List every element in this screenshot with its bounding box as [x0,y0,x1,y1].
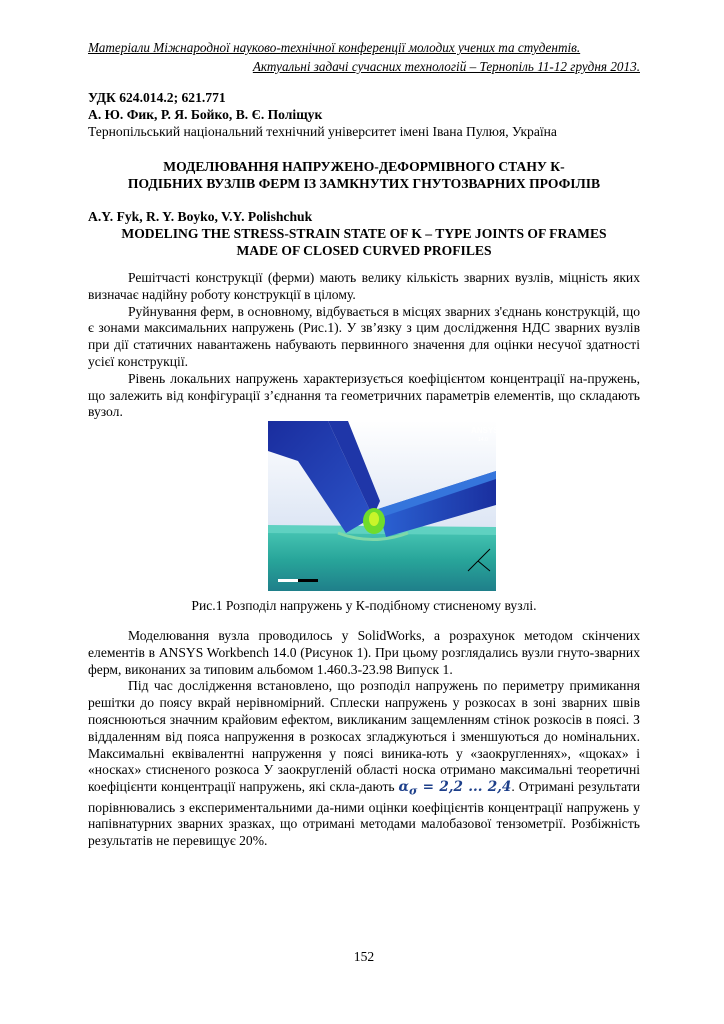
ansys-logo: ANSYS [471,426,496,435]
page-number: 152 [353,949,375,964]
conference-header-line1: Матеріали Міжнародної науково-технічної конференції молодих учених та студентів. [88,40,581,55]
paragraph: Решітчасті конструкції (ферми) мають велику кількість зварних вузлів, міцність яких визначає надійну роботу конструкції в цілому. [88,270,640,302]
title-ua-line1: МОДЕЛЮВАННЯ НАПРУЖЕНО-ДЕФОРМІВНОГО СТАНУ К- [163,159,565,174]
intro-paragraphs [88,270,640,421]
paragraph-with-formula: Під час дослідження встановлено, що розподіл напружень по периметру примикання решітки до поясу вкрай нерівномірний. Сплески напружень у розкосах в зоні зварних швів пояснюються значним крайовим ефектом, викликаним защемленням стінок розкосів в поясі. З віддаленням від пояса напруження в розкосах згладжуються і зменшуються до номінальних. Максимальні еквівалентні напруження у поясі виника-ють у «заокругленнях», «щоках» і «носках» стисненого розкоса У заокругленій області носка отримано максимальні теоретичні коефіцієнти концентрації напружень, які скла-дають $\alpha_\sigma = 2,2$ ... 2,4. Отримані результати порівнювались з експериментальними да-ними оцінки коефіцієнтів концентрації напружень у напівнатурних зварних зразках, що отримані методами малобазової тензометрії. Розбіжність результатів не перевищує 20%. [88,678,640,849]
title-ua-line2: ПОДІБНИХ ВУЗЛІВ ФЕРМ ІЗ ЗАМКНУТИХ ГНУТОЗВАРНИХ ПРОФІЛІВ [127,176,601,191]
paragraph: Моделювання вузла проводилось у SolidWorks, а розрахунок методом скінчених елементів в ANSYS Workbench 14.0 (Рисунок 1). При цьому розглядались вузли гнуто-зварних ферм, виконаних за типовим альбомом 1.460.3-23.98 Випуск 1. [88,628,640,677]
affiliation: Тернопільський національний технічний університет імені Івана Пулюя, Україна [88,124,557,139]
paragraph: Руйнування ферм, в основному, відбувається в місцях зварних з'єднань конструкцій, що є зонами максимальних напружень (Рис.1). У зв’язку з цим дослідження НДС зварних вузлів при дії статичних навантажень набувають первинного значення для оцінки несучої здатності усієї конструкції. [88,303,640,369]
conference-header-line2: Актуальні задачі сучасних технологій – Тернопіль 11-12 грудня 2013. [252,59,640,74]
title-en-line1: MODELING THE STRESS-STRAIN STATE OF K – TYPE JOINTS OF FRAMES [121,226,607,241]
ansys-stress-figure [268,421,496,591]
stress-concentration-formula: $\alpha_\sigma = 2,2$ ... 2,4 [398,779,512,798]
figure-caption: Рис.1 Розподіл напружень у К-подібному стисненому вузлі. [191,598,537,613]
authors-ua: А. Ю. Фик, Р. Я. Бойко, В. Є. Поліщук [88,107,323,122]
udc-code: УДК 624.014.2; 621.771 [88,90,226,105]
stress-distribution-image [268,421,496,591]
authors-en: A.Y. Fyk, R. Y. Boyko, V.Y. Polishchuk [88,209,313,224]
ansys-version: 14.0 [478,437,488,443]
title-en-line2: MADE OF CLOSED CURVED PROFILES [236,243,492,258]
paragraph: Рівень локальних напружень характеризується коефіцієнтом концентрації на-пружень, що залежить від конфігурації з’єднання та геометричних параметрів елементів, що складають вузол. [88,370,640,420]
body-paragraphs [88,628,640,850]
